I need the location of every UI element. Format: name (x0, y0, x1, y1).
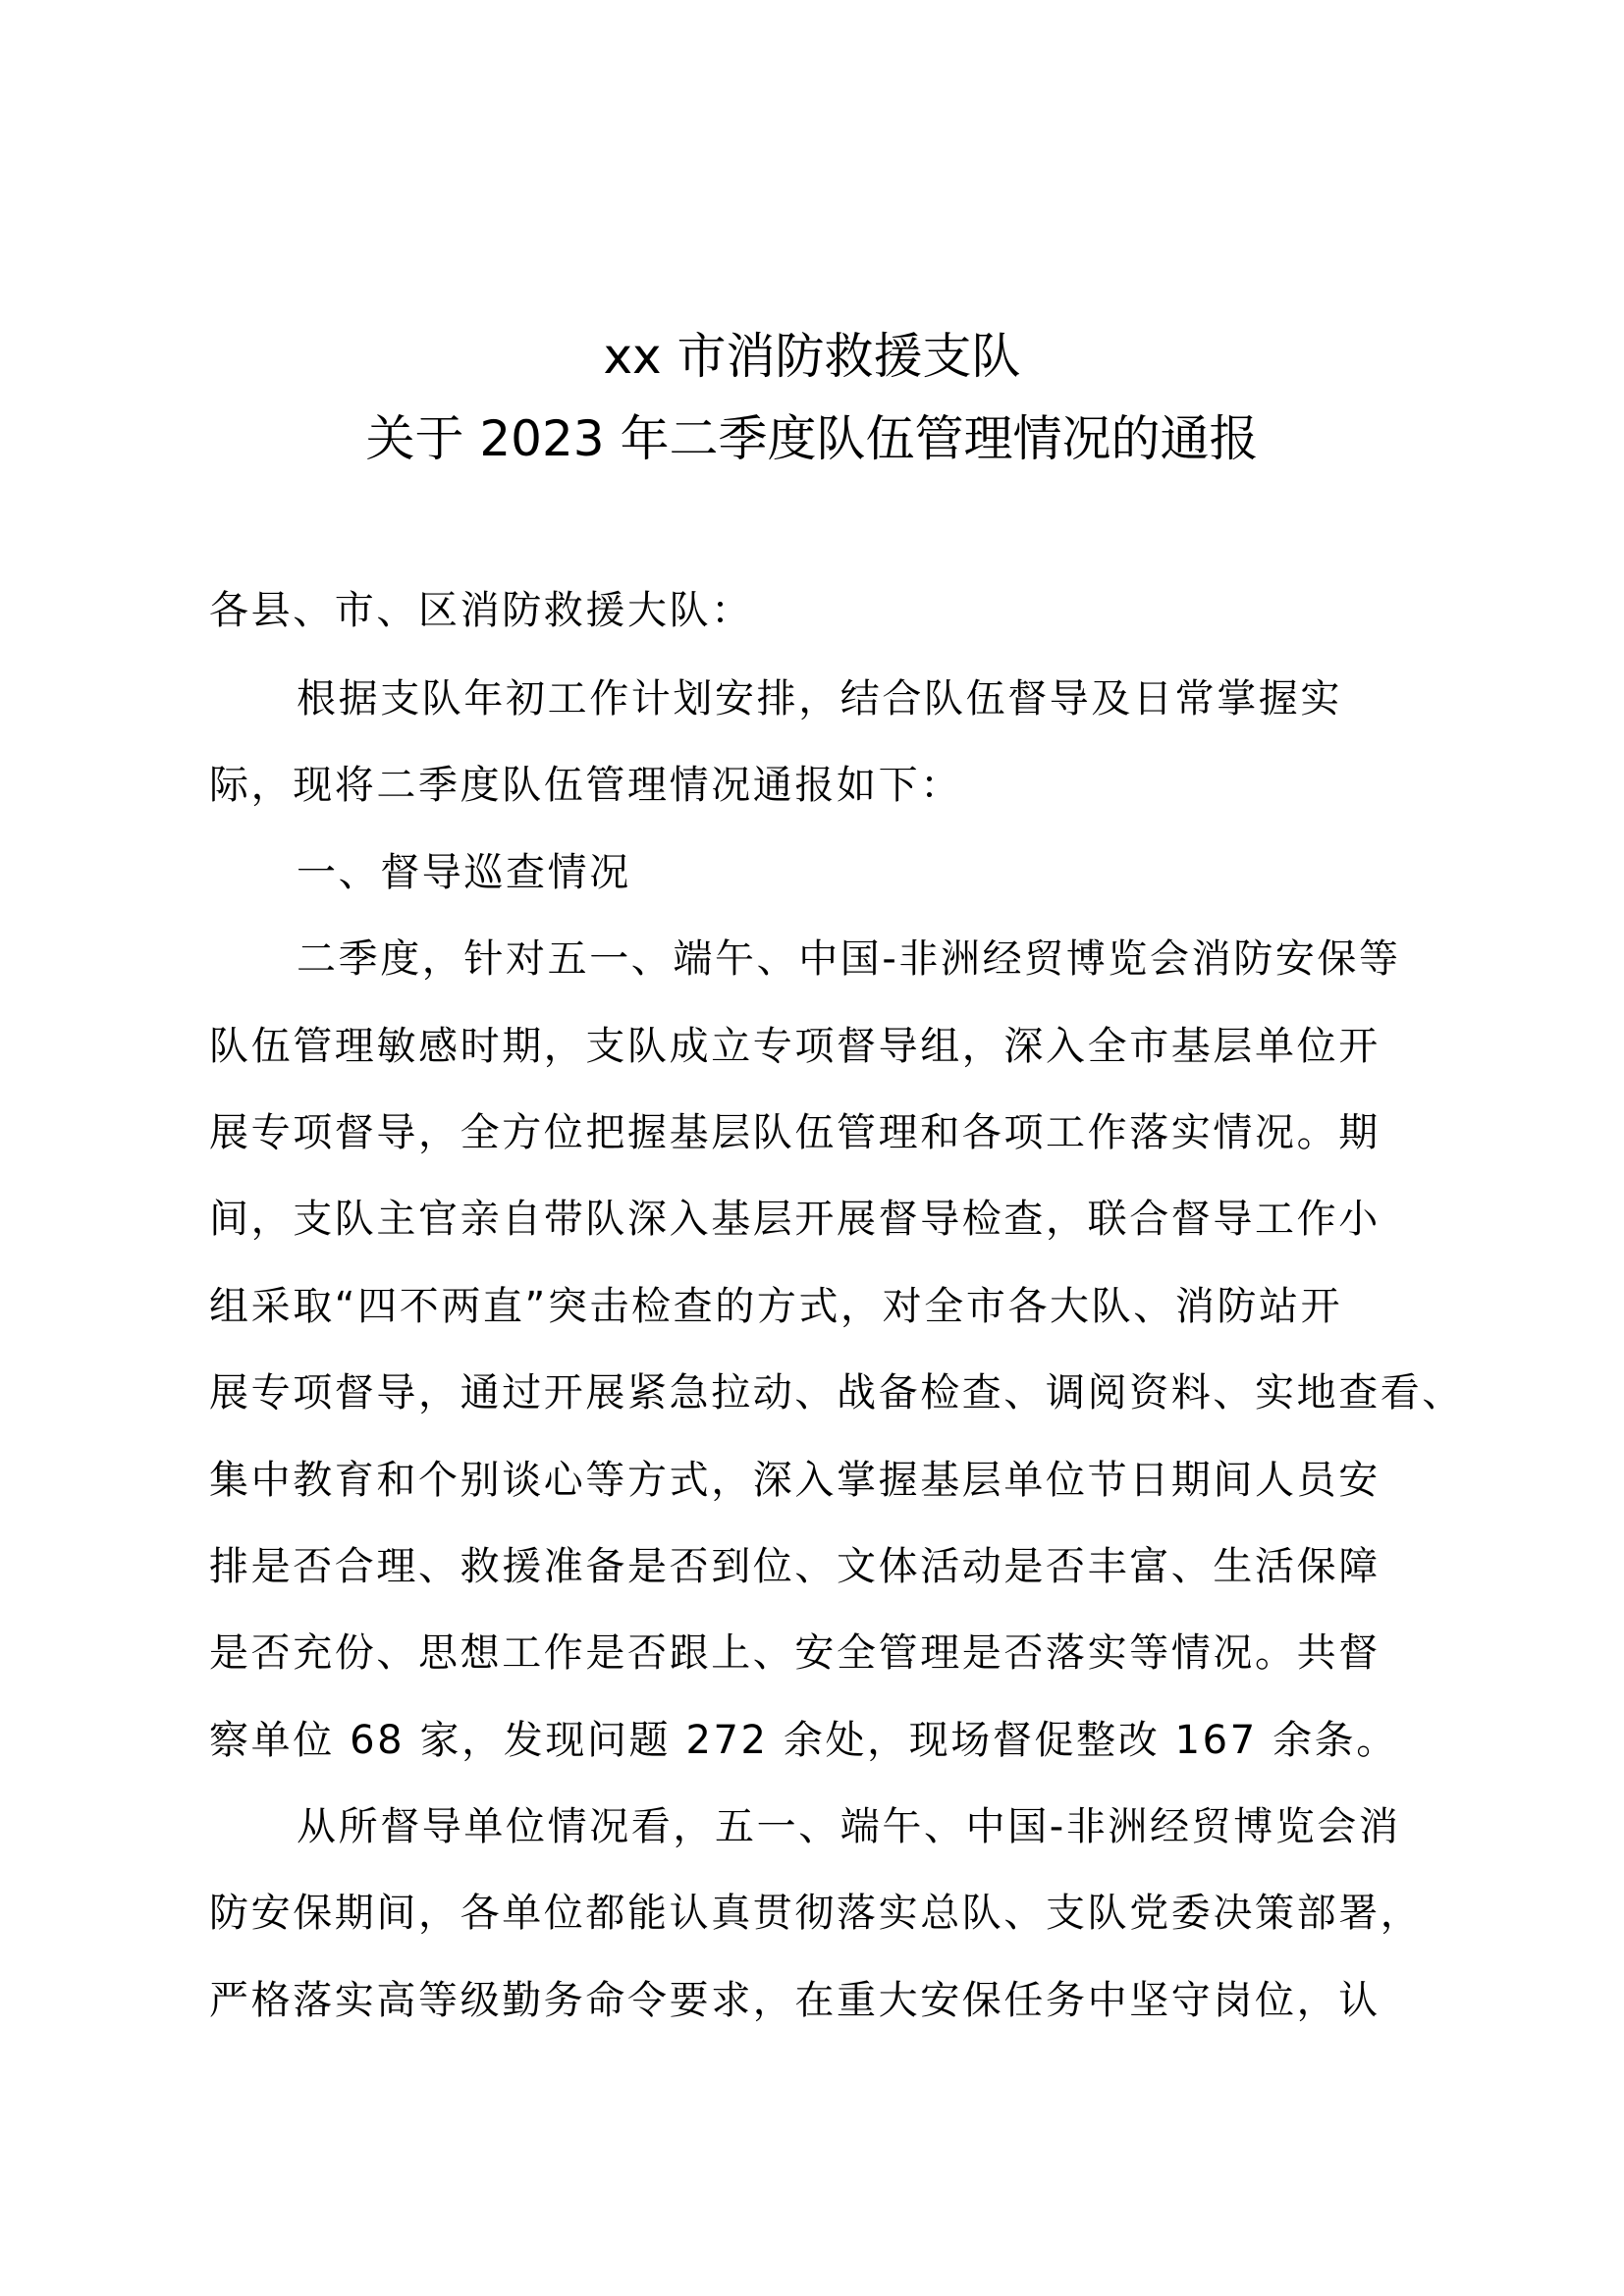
paragraph-inspection-line: 二季度，针对五一、端午、中国-非洲经贸博览会消防安保等 (297, 936, 1401, 983)
paragraph-inspection-line: 组采取“四不两直”突击检查的方式，对全市各大队、消防站开 (209, 1283, 1343, 1329)
paragraph-inspection-line: 是否充份、思想工作是否跟上、安全管理是否落实等情况。共督 (209, 1630, 1380, 1677)
paragraph-inspection-line: 展专项督导，通过开展紧急拉动、战备检查、调阅资料、实地查看、 (209, 1370, 1464, 1416)
paragraph-intro-line: 际，现将二季度队伍管理情况通报如下： (209, 763, 962, 809)
document-title-line-2: 关于 2023 年二季度队伍管理情况的通报 (365, 410, 1259, 467)
document-body (209, 581, 1464, 2057)
section-heading: 一、督导巡查情况 (297, 849, 631, 895)
paragraph-intro-line: 根据支队年初工作计划安排，结合队伍督导及日常掌握实 (297, 676, 1342, 721)
paragraph-findings-line: 严格落实高等级勤务命令要求，在重大安保任务中坚守岗位，认 (209, 1977, 1380, 2023)
paragraph-inspection-stats-line: 察单位 68 家，发现问题 272 余处，现场督促整改 167 余条。 (209, 1717, 1398, 1763)
paragraph-inspection-line: 队伍管理敏感时期，支队成立专项督导组，深入全市基层单位开 (209, 1023, 1380, 1069)
paragraph-inspection-line: 间，支队主官亲自带队深入基层开展督导检查，联合督导工作小 (209, 1197, 1380, 1243)
document-title-line-1: xx 市消防救援支队 (603, 328, 1021, 385)
paragraph-inspection-line: 排是否合理、救援准备是否到位、文体活动是否丰富、生活保障 (209, 1543, 1380, 1589)
salutation: 各县、市、区消防救援大队： (209, 588, 753, 633)
paragraph-inspection-line: 集中教育和个别谈心等方式，深入掌握基层单位节日期间人员安 (209, 1457, 1380, 1503)
paragraph-findings-line: 防安保期间，各单位都能认真贯彻落实总队、支队党委决策部署， (209, 1891, 1423, 1937)
paragraph-findings-line: 从所督导单位情况看，五一、端午、中国-非洲经贸博览会消 (297, 1804, 1401, 1850)
paragraph-inspection-line: 展专项督导，全方位把握基层队伍管理和各项工作落实情况。期 (209, 1109, 1380, 1155)
